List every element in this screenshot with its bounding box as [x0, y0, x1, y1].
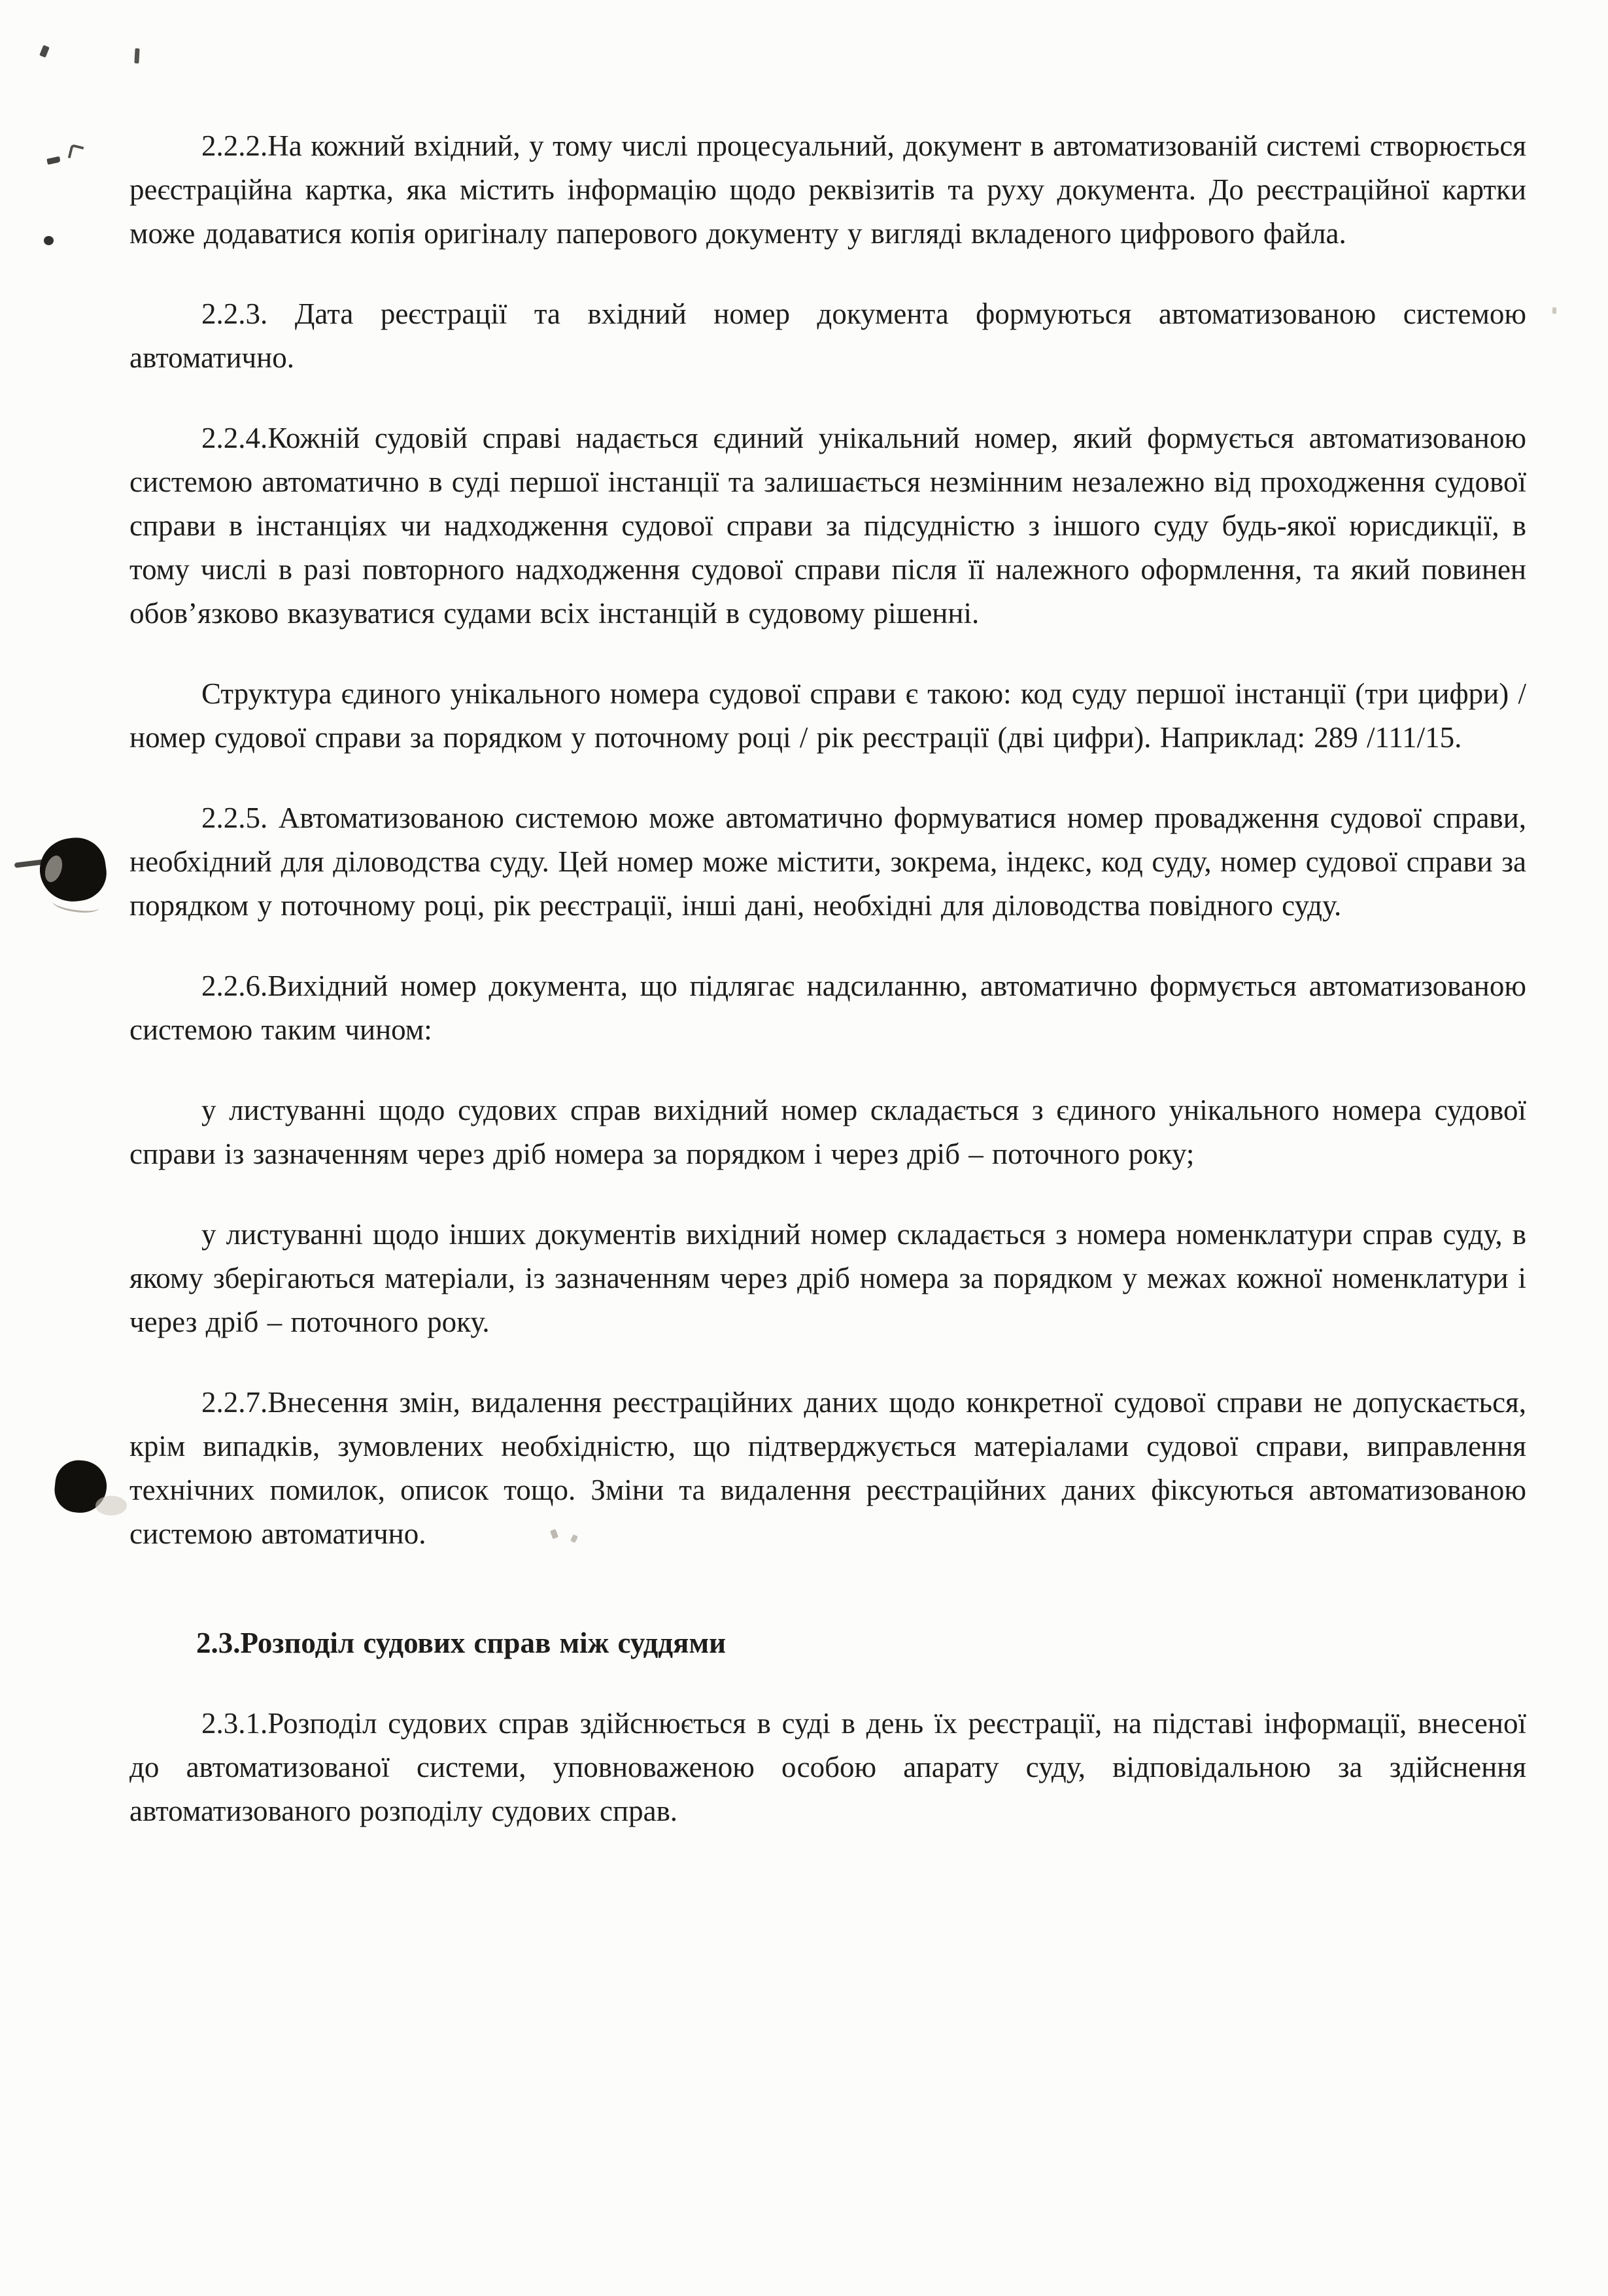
ink-blot-lower-smudge — [95, 1496, 127, 1515]
paragraph-number-structure: Структура єдиного унікального номера судової справи є такою: код суду першої інстанції (три цифри) / номер судової справи за порядком у поточному році / рік реєстрації (дві цифри). Наприклад: 289 /111/15. — [129, 677, 1526, 754]
paragraph-2-2-3: 2.2.3. Дата реєстрації та вхідний номер документа формуються автоматизованою системою автоматично. — [129, 297, 1526, 374]
document-text-block — [129, 124, 1526, 1870]
margin-comma-mark — [46, 156, 60, 165]
paragraph-2-2-5: 2.2.5. Автоматизованою системою може автоматично формуватися номер провадження судової справи, необхідний для діловодства суду. Цей номер може містити, зокрема, індекс, код суду, номер судової справи за порядком у поточному році, рік реєстрації, інші дані, необхідні для діловодства повідного суду. — [129, 802, 1526, 922]
paragraph-2-2-7: 2.2.7.Внесення змін, видалення реєстраційних даних щодо конкретної судової справи не допускається, крім випадків, зумовлених необхідністю, що підтверджується матеріалами судової справи, виправлення технічних помилок, описок тощо. Зміни та видалення реєстраційних даних фіксуються автоматизованою системою автоматично. — [129, 1386, 1526, 1550]
paragraph-outgoing-number-court-cases: у листуванні щодо судових справ вихідний номер складається з єдиного унікального номера судової справи із зазначенням через дріб номера за порядком і через дріб – поточного року; — [129, 1094, 1526, 1170]
margin-period-dot — [44, 236, 54, 245]
paragraph-2-3-1: 2.3.1.Розподіл судових справ здійснюється в суді в день їх реєстрації, на підставі інформації, внесеної до автоматизованої системи, уповноваженою особою апарату суду, відповідальною за здійснення автоматизованого розподілу судових справ. — [129, 1707, 1526, 1827]
top-left-tick — [134, 48, 139, 63]
paragraph-2-2-4: 2.2.4.Кожній судовій справі надається єдиний унікальний номер, який формується автоматизованою системою автоматично в суді першої інстанції та залишається незмінним незалежно від проходження судової справи в інстанціях чи надходження судової справи за підсудністю з іншого суду будь-якої юрисдикції, в тому числі в разі повторного надходження судової справи після її належного оформлення, та який повинен обов’язково вказуватися судами всіх інстанцій в судовому рішенні. — [129, 422, 1526, 630]
top-left-speck — [39, 45, 50, 58]
section-heading-2-3: 2.3.Розподіл судових справ між суддями — [196, 1627, 727, 1659]
paragraph-2-2-2: 2.2.2.На кожний вхідний, у тому числі процесуальний, документ в автоматизованій системі створюється реєстраційна картка, яка містить інформацію щодо реквізитів та руху документа. До реєстраційної картки може додаватися копія оригіналу паперового документу у вигляді вкладеного цифрового файла. — [129, 129, 1526, 250]
right-margin-speck — [1552, 307, 1556, 314]
margin-r-mark — [68, 144, 84, 161]
paragraph-2-2-6: 2.2.6.Вихідний номер документа, що підлягає надсиланню, автоматично формується автоматизованою системою таким чином: — [129, 970, 1526, 1046]
ink-blot-upper-tail — [52, 894, 101, 915]
paragraph-outgoing-number-other-documents: у листуванні щодо інших документів вихідний номер складається з номера номенклатури справ суду, в якому зберігаються матеріали, із зазначенням через дріб номера за порядком у межах кожної номенклатури і через дріб – поточного року. — [129, 1218, 1526, 1338]
